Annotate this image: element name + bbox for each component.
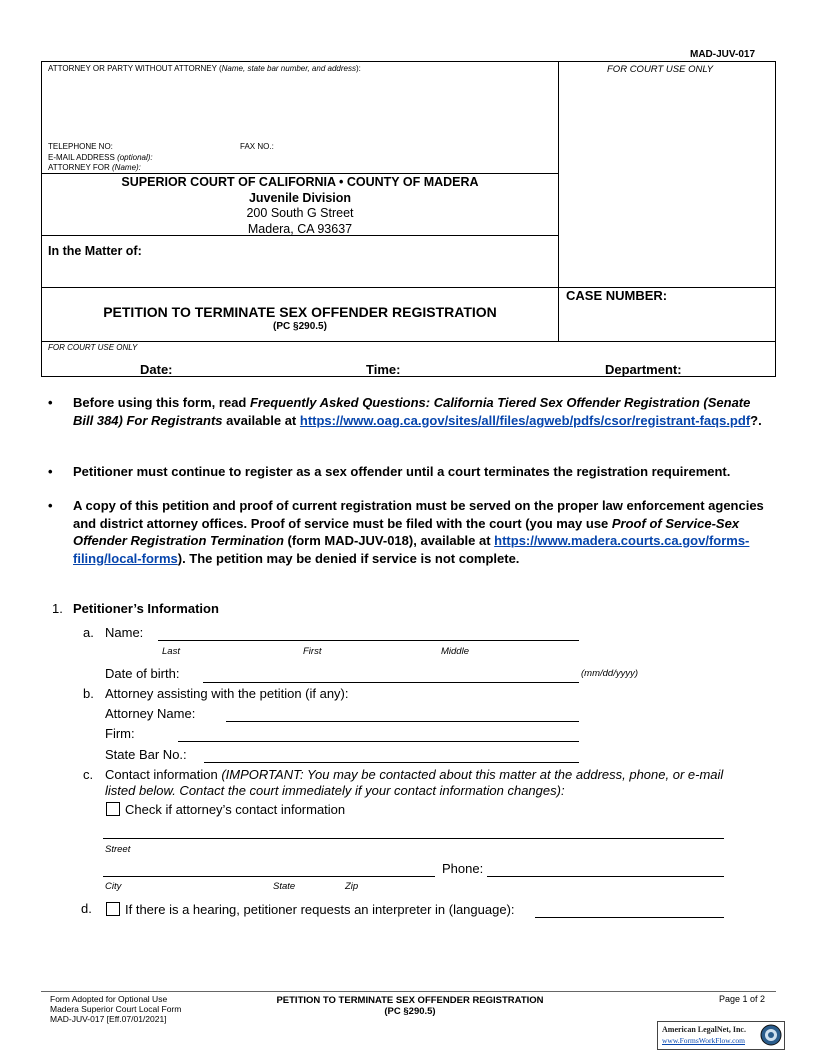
item-b-label: b.: [83, 686, 94, 701]
logo-text-line2: www.FormsWorkFlow.com: [662, 1036, 746, 1045]
hearing-court-use: FOR COURT USE ONLY: [48, 343, 138, 352]
dob-input[interactable]: [203, 682, 579, 683]
logo-globe-icon: [760, 1024, 782, 1046]
street-input[interactable]: [103, 838, 724, 839]
footer-title-block: [240, 995, 580, 1017]
attorney-name-label: Attorney Name:: [105, 706, 196, 721]
form-subtitle: (PC §290.5): [273, 321, 327, 332]
oag-faq-link[interactable]: https://www.oag.ca.gov/sites/all/files/agweb/pdfs/csor/registrant-faqs.pdf: [299, 412, 751, 428]
fax-label: FAX NO.:: [240, 142, 274, 151]
footer-subtitle: (PC §290.5): [384, 1006, 436, 1017]
logo-text-line1: American LegalNet, Inc.: [662, 1025, 746, 1034]
bullet-3-dot: •: [48, 498, 53, 513]
state-bar-input[interactable]: [204, 762, 579, 763]
firm-input[interactable]: [178, 741, 579, 742]
name-middle-caption: Middle: [441, 646, 469, 657]
email-label: E-MAIL ADDRESS (optional):: [48, 153, 153, 162]
item-d-label: d.: [81, 901, 92, 916]
form-title: PETITION TO TERMINATE SEX OFFENDER REGISTRATION: [103, 304, 497, 320]
footer-adopted: Form Adopted for Optional Use: [50, 994, 168, 1004]
name-label: Name:: [105, 625, 144, 640]
state-bar-label: State Bar No.:: [105, 747, 187, 762]
dob-format: (mm/dd/yyyy): [581, 668, 638, 679]
header-right-border: [775, 61, 776, 376]
section-1-title: Petitioner’s Information: [73, 601, 219, 616]
interpreter-language-input[interactable]: [535, 917, 724, 918]
firm-label: Firm:: [105, 726, 135, 741]
section-1-number: 1.: [52, 601, 63, 616]
court-name: SUPERIOR COURT OF CALIFORNIA • COUNTY OF MADERA: [121, 175, 479, 189]
form-id: MAD-JUV-017: [690, 49, 756, 60]
city-caption: City: [105, 881, 122, 892]
hearing-top-border: [41, 341, 776, 342]
court-top-border: [41, 173, 559, 174]
court-street: 200 South G Street: [246, 206, 354, 220]
madera-forms-link[interactable]: https://www.madera.courts.ca.gov/forms-filing/local-forms: [73, 533, 750, 566]
name-first-caption: First: [303, 646, 322, 657]
hearing-date: Date:: [140, 362, 173, 377]
page-number: Page 1 of 2: [719, 994, 766, 1004]
phone-input[interactable]: [487, 876, 724, 877]
footer-rev: MAD-JUV-017 [Eff.07/01/2021]: [50, 1014, 167, 1024]
header-top-border: [41, 61, 776, 62]
attorney-assist-label: Attorney assisting with the petition (if any):: [105, 686, 349, 701]
state-caption: State: [273, 881, 296, 892]
attorney-for-label: ATTORNEY FOR (Name):: [48, 163, 141, 172]
contact-info-label: Contact information (IMPORTANT: You may be contacted about this matter at the address, phone, or e-mail listed below. Contact the court immediately if your contact information changes):: [105, 767, 724, 798]
name-last-caption: Last: [162, 646, 180, 657]
matter-label: In the Matter of:: [48, 244, 142, 258]
telephone-label: TELEPHONE NO:: [48, 142, 113, 151]
name-input[interactable]: [158, 640, 579, 641]
interpreter-label: If there is a hearing, petitioner requests an interpreter in (language):: [125, 902, 515, 917]
street-caption: Street: [105, 844, 131, 855]
bullet-2: Petitioner must continue to register as a sex offender until a court terminates the registration requirement.: [73, 464, 731, 479]
attorney-contact-checkbox[interactable]: [106, 802, 120, 816]
bullet-1: Before using this form, read Frequently Asked Questions: California Tiered Sex Offender Registration (Senate Bill 384) For Registrants available at https://www.oag.ca.gov/sites/all/files/agweb/pdfs/csor/registrant-faqs.pdf?.: [73, 395, 762, 428]
bullet-2-dot: •: [48, 464, 53, 479]
attorney-label: ATTORNEY OR PARTY WITHOUT ATTORNEY (Name, state bar number, and address):: [48, 64, 361, 73]
case-number-label: CASE NUMBER:: [566, 288, 668, 303]
bullet-1-dot: •: [48, 395, 53, 410]
bullet-3: A copy of this petition and proof of current registration must be served on the proper law enforcement agencies and district attorney offices. Proof of service must be filed with the court (you may use Proof of Service-Sex Offender Registration Termination (form MAD-JUV-018), available at https://www.madera.courts.ca.gov/forms-filing/local-forms). The petition may be denied if service is not complete.: [73, 498, 764, 566]
hearing-time: Time:: [366, 362, 401, 377]
hearing-department: Department:: [605, 362, 682, 377]
footer-local: Madera Superior Court Local Form: [50, 1004, 182, 1014]
court-division: Juvenile Division: [248, 190, 352, 205]
footer-title: PETITION TO TERMINATE SEX OFFENDER REGISTRATION: [276, 995, 544, 1006]
interpreter-checkbox[interactable]: [106, 902, 120, 916]
zip-caption: Zip: [345, 881, 359, 892]
american-legalnet-logo: [657, 1021, 785, 1050]
attorney-name-input[interactable]: [226, 721, 579, 722]
court-use-label: FOR COURT USE ONLY: [607, 64, 714, 75]
court-info: [41, 175, 559, 237]
attorney-contact-label: Check if attorney’s contact information: [125, 802, 346, 817]
item-c-label: c.: [83, 767, 94, 782]
city-state-zip-input[interactable]: [103, 876, 435, 877]
court-city: Madera, CA 93637: [247, 221, 353, 236]
item-a-label: a.: [83, 625, 94, 640]
dob-label: Date of birth:: [105, 666, 180, 681]
footer-left: [50, 994, 181, 1024]
footer-rule: [41, 991, 776, 992]
phone-label: Phone:: [442, 861, 484, 876]
